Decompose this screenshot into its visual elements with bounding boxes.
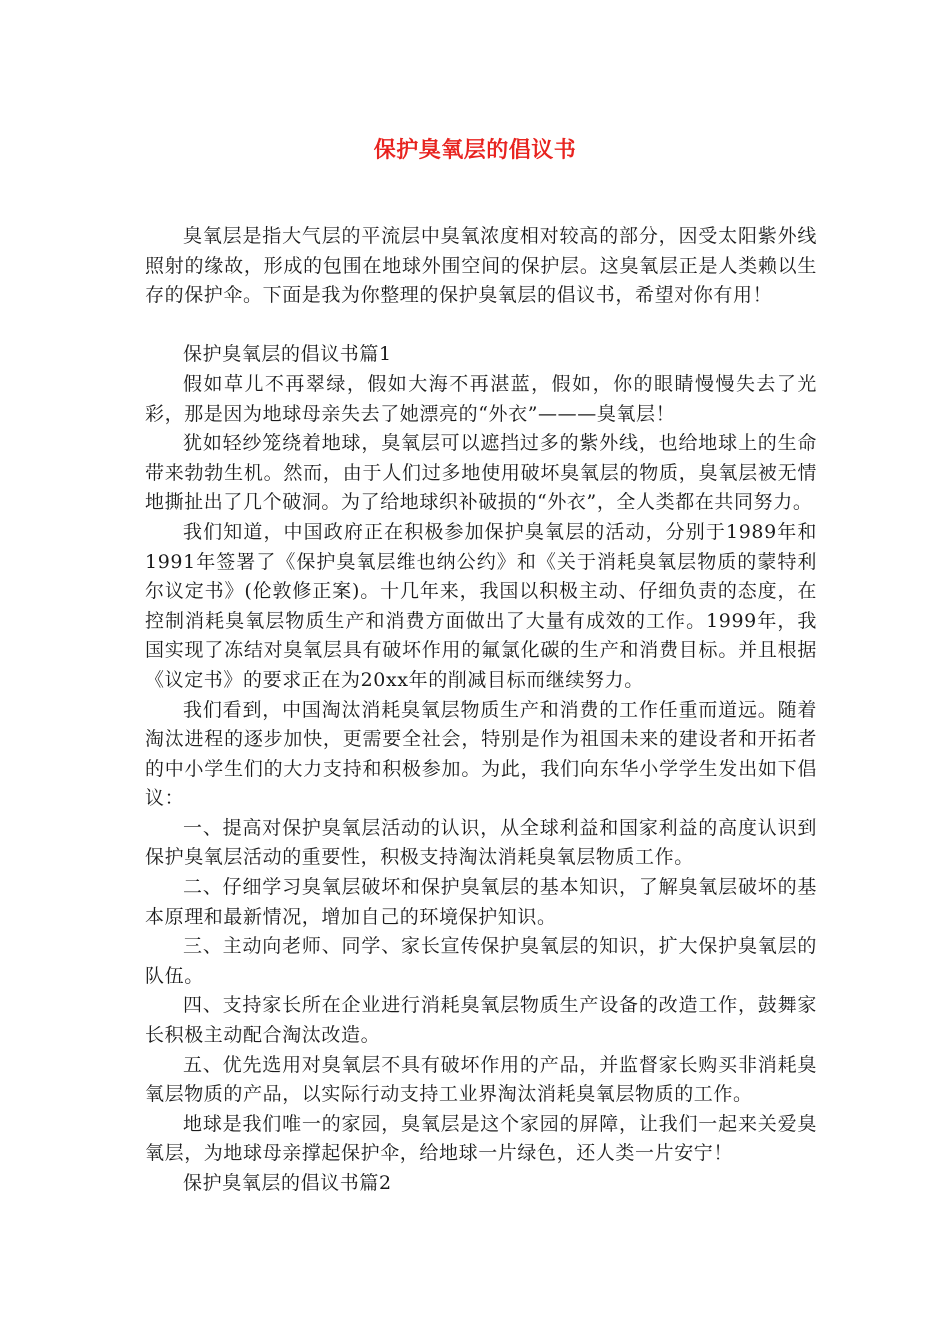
proposal-item-1: 一、提高对保护臭氧层活动的认识，从全球利益和国家利益的高度认识到保护臭氧层活动的重要性，积极支持淘汰消耗臭氧层物质工作。: [145, 816, 817, 869]
body-paragraph: 我们知道，中国政府正在积极参加保护臭氧层的活动，分别于1989年和1991年签署了《保护臭氧层维也纳公约》和《关于消耗臭氧层物质的蒙特利尔议定书》(伦敦修正案)。十几年来，我国以积极主动、仔细负责的态度，在控制消耗臭氧层物质生产和消费方面做出了大量有成效的工作。1999年，我国实现了冻结对臭氧层具有破坏作用的氟氯化碳的生产和消费目标。并且根据《议定书》的要求正在为20xx年的削减目标而继续努力。: [145, 520, 817, 691]
body-paragraph: 我们看到，中国淘汰消耗臭氧层物质生产和消费的工作任重而道远。随着淘汰进程的逐步加快，更需要全社会，特别是作为祖国未来的建设者和开拓者的中小学生们的大力支持和积极参加。为此，我们向东华小学学生发出如下倡议：: [145, 698, 817, 810]
closing-paragraph: 地球是我们唯一的家园，臭氧层是这个家园的屏障，让我们一起来关爱臭氧层，为地球母亲撑起保护伞，给地球一片绿色，还人类一片安宁！: [145, 1112, 817, 1165]
document-body: [145, 222, 817, 1199]
proposal-item-4: 四、支持家长所在企业进行消耗臭氧层物质生产设备的改造工作，鼓舞家长积极主动配合淘汰改造。: [145, 994, 817, 1047]
proposal-item-5: 五、优先选用对臭氧层不具有破坏作用的产品，并监督家长购买非消耗臭氧层物质的产品，以实际行动支持工业界淘汰消耗臭氧层物质的工作。: [145, 1053, 817, 1106]
section-heading-2: 保护臭氧层的倡议书篇2: [183, 1172, 392, 1194]
body-paragraph: 犹如轻纱笼绕着地球，臭氧层可以遮挡过多的紫外线，也给地球上的生命带来勃勃生机。然而，由于人们过多地使用破坏臭氧层的物质，臭氧层被无情地撕扯出了几个破洞。为了给地球织补破损的“外衣”，全人类都在共同努力。: [145, 432, 817, 514]
proposal-item-3: 三、主动向老师、同学、家长宣传保护臭氧层的知识，扩大保护臭氧层的队伍。: [145, 935, 817, 987]
intro-paragraph: 臭氧层是指大气层的平流层中臭氧浓度相对较高的部分，因受太阳紫外线照射的缘故，形成的包围在地球外围空间的保护层。这臭氧层正是人类赖以生存的保护伞。下面是我为你整理的保护臭氧层的倡议书，希望对你有用！: [145, 225, 817, 307]
section-heading-1: 保护臭氧层的倡议书篇1: [183, 343, 392, 366]
body-paragraph: 假如草儿不再翠绿，假如大海不再湛蓝，假如，你的眼睛慢慢失去了光彩，那是因为地球母亲失去了她漂亮的“外衣”———臭氧层！: [145, 372, 817, 425]
proposal-item-2: 二、仔细学习臭氧层破坏和保护臭氧层的基本知识，了解臭氧层破坏的基本原理和最新情况，增加自己的环境保护知识。: [145, 876, 817, 928]
document-title: 保护臭氧层的倡议书: [373, 138, 577, 163]
